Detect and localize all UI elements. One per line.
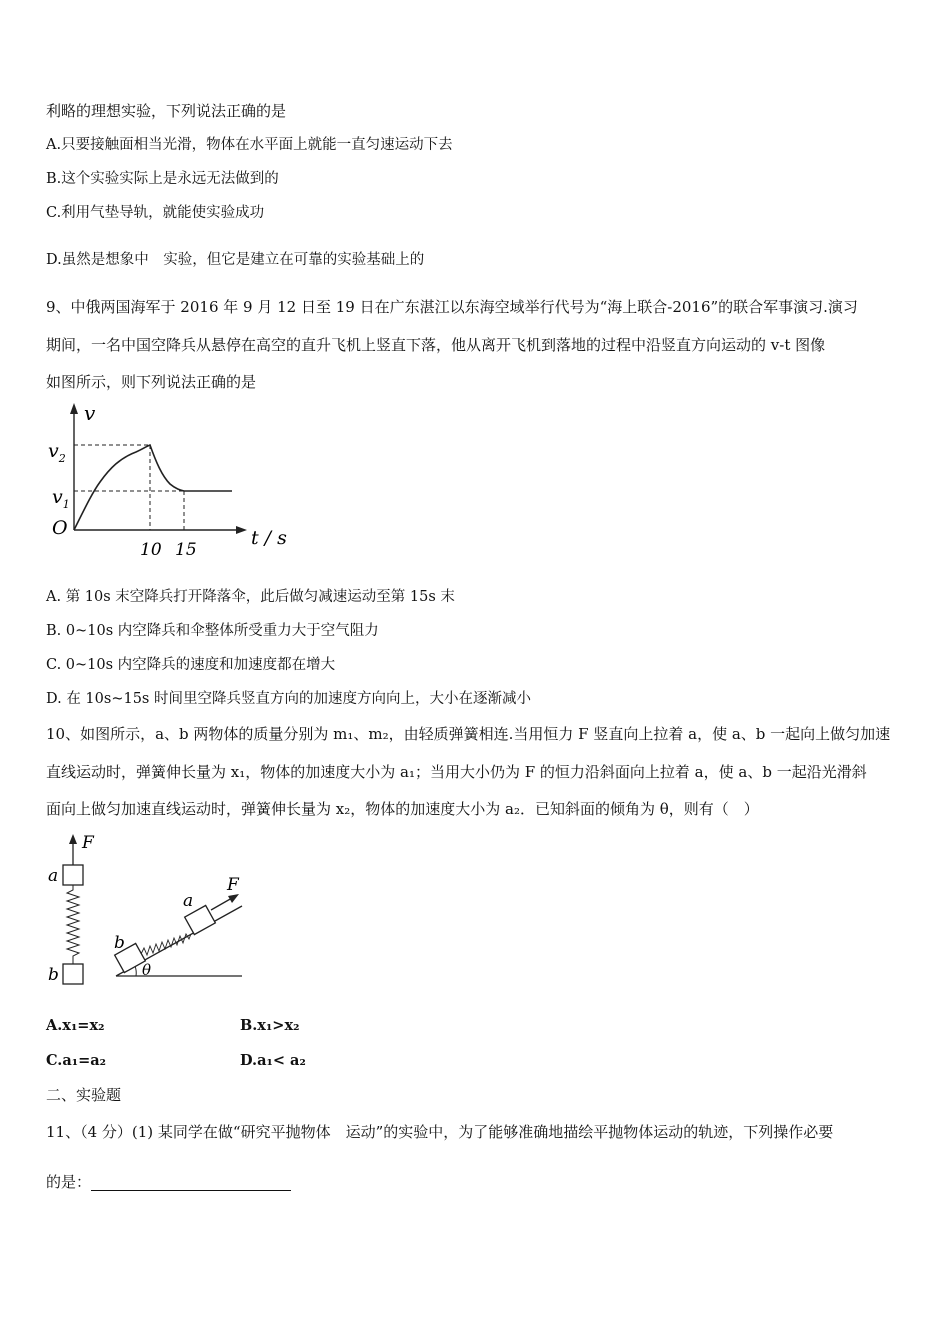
q10-option-a: A.x₁=x₂	[46, 1017, 105, 1034]
q9-option-d: D. 在 10s~15s 时间里空降兵竖直方向的加速度方向向上，大小在逐渐减小	[46, 691, 531, 707]
q9-stem-line3: 如图所示，则下列说法正确的是	[46, 373, 257, 391]
v2-label: $v_2$	[48, 440, 66, 465]
q10-stem-line2: 直线运动时，弹簧伸长量为 x₁，物体的加速度大小为 a₁；当用大小仍为 F 的恒力沿斜面向上拉着 a，使 a、b 一起沿光滑斜	[46, 763, 867, 781]
q11-stem-line1: 11、（4 分）(1) 某同学在做“研究平抛物体 运动”的实验中，为了能够准确地描绘平抛物体运动的轨迹，下列操作必要	[46, 1123, 834, 1141]
q10-option-b: B.x₁>x₂	[240, 1017, 300, 1034]
angle-arc	[135, 966, 136, 976]
vertical-block-a	[63, 865, 83, 885]
y-axis-label: v	[84, 401, 96, 425]
q11-stem-line2	[46, 1172, 291, 1192]
q9-option-a: A. 第 10s 末空降兵打开降落伞，此后做匀减速运动至第 15s 末	[46, 589, 455, 605]
incline-block-b-label: b	[114, 933, 125, 953]
q10-option-d: D.a₁< a₂	[240, 1052, 306, 1069]
v1-label: $v_1$	[52, 486, 70, 511]
incline-block-a-label: a	[183, 891, 194, 911]
section-title-experiment: 二、实验题	[46, 1086, 122, 1104]
x-axis-label: t / s	[251, 527, 287, 549]
x-axis-arrow	[236, 526, 247, 534]
q8-stem-tail: 利略的理想实验，下列说法正确的是	[46, 102, 287, 120]
incline-force-arrow	[211, 898, 232, 910]
q9-stem-line1: 9、中俄两国海军于 2016 年 9 月 12 日至 19 日在广东湛江以东海空域举行代号为“海上联合-2016”的联合军事演习.演习	[46, 298, 858, 316]
q9-option-c: C. 0~10s 内空降兵的速度和加速度都在增大	[46, 657, 336, 673]
angle-label: θ	[142, 961, 152, 979]
tick-15-label: 15	[175, 540, 197, 560]
q8-option-b: B.这个实验实际上是永远无法做到的	[46, 171, 279, 187]
vertical-block-b	[63, 964, 83, 984]
q9-stem-line2: 期间，一名中国空降兵从悬停在高空的直升飞机上竖直下落，他从离开飞机到落地的过程中沿竖直方向运动的 v-t 图像	[46, 336, 826, 354]
q8-option-d: D.虽然是想象中 实验，但它是建立在可靠的实验基础上的	[46, 252, 425, 268]
q11-answer-prompt: 的是：	[46, 1173, 92, 1191]
incline-force-arrowhead	[228, 894, 239, 903]
origin-label: O	[52, 517, 68, 539]
q10-stem-line3: 面向上做匀加速直线运动时，弹簧伸长量为 x₂，物体的加速度大小为 a₂．已知斜面的倾角为 θ，则有（ ）	[46, 800, 759, 818]
q11-answer-blank[interactable]	[91, 1174, 291, 1191]
q8-option-c: C.利用气垫导轨，就能使实验成功	[46, 205, 265, 221]
tick-10-label: 10	[140, 540, 162, 560]
q10-stem-line1: 10、如图所示，a、b 两物体的质量分别为 m₁、m₂，由轻质弹簧相连.当用恒力 F 竖直向上拉着 a，使 a、b 一起向上做匀加速	[46, 725, 891, 743]
q9-option-b: B. 0~10s 内空降兵和伞整体所受重力大于空气阻力	[46, 623, 379, 639]
vertical-force-arrowhead	[69, 834, 77, 844]
q9-vt-graph	[44, 400, 294, 565]
velocity-curve	[74, 445, 232, 530]
q8-option-a: A.只要接触面相当光滑，物体在水平面上就能一直匀速运动下去	[46, 137, 453, 153]
vertical-spring	[67, 885, 79, 964]
incline-force-label: F	[227, 875, 239, 895]
incline-spring	[141, 934, 191, 955]
vertical-block-a-label: a	[48, 866, 59, 886]
y-axis-arrow	[70, 403, 78, 414]
q10-option-c: C.a₁=a₂	[46, 1052, 106, 1069]
vertical-force-label: F	[82, 833, 94, 853]
vertical-block-b-label: b	[48, 965, 59, 985]
q10-spring-figure	[44, 830, 254, 990]
